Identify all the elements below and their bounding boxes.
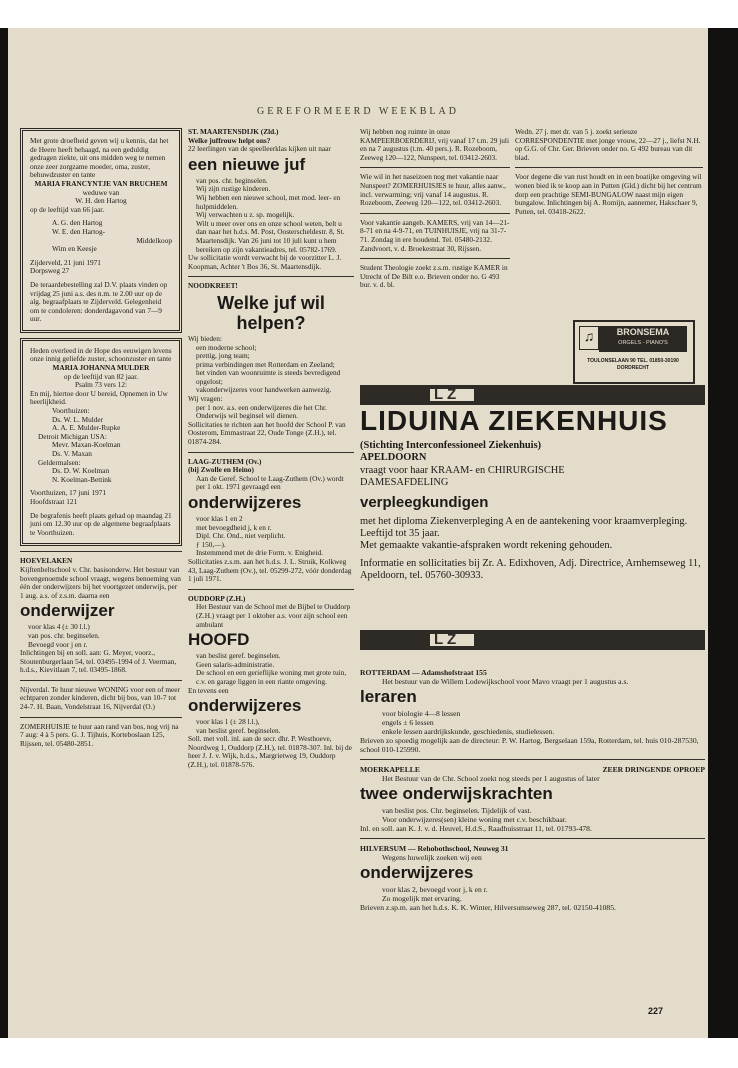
obituary-psalm: Psalm 73 vers 12: — [74, 380, 128, 390]
ad-req: Zo mogelijk met ervaring. — [382, 894, 462, 903]
ad-text: Het Bestuur van de School met de Bijbel te Ouddorp (Z.H.) vraagt per 1 oktober a.s. voor zijn school een ambulant — [196, 602, 351, 629]
ad-place: OUDDORP (Z.H.) — [188, 593, 246, 603]
obituary-date: Zijderveld, 21 juni 1971 — [30, 257, 101, 267]
ad-text: 22 leerlingen van de speelleerklas kijken uit naar — [188, 144, 331, 154]
ad-offer-heading: Wij bieden: — [188, 333, 222, 343]
ad-semi-bungalow: Voor degene die van rust houdt en in een boatijke omgeving wil wonen bied ik te koop aan in Putten (Gld.) dicht bij het centrum dorp een prachtige SEMI-BUNGALOW naast mijn eigen bungalow. Inlichtingen bij A. Romijn, aannemer, Hakschaer 9, Putten, tel. 03418-2622. — [515, 172, 702, 216]
ad-contact: Sollicitaties z.s.m. aan het h.d.s. J. L. Struik, Kolkweg 43, Laag-Zuthem (Ov.), tel. 05299-272, vóór donderdag 1 juli 1971. — [188, 556, 352, 584]
ad-req: ƒ 150,—). — [196, 539, 226, 549]
lz-logo-band-bottom — [360, 630, 705, 650]
obituary-family-line: Middelkoop — [136, 235, 172, 245]
ad-req: Wij zijn rustige kinderen. — [196, 184, 271, 194]
ad-ask: per 1 nov. a.s. een onderwijzeres die het Chr. Onderwijs wil beginsel wil dienen. — [196, 402, 327, 421]
newspaper-page — [8, 28, 708, 1038]
obituary-age: op de leeftijd van 66 jaar. — [30, 204, 105, 214]
obituary-van-bruchem — [20, 128, 182, 333]
ad-hilversum — [360, 844, 705, 912]
ad-offer: het vinden van woonruimte is steeds bevredigend opgelost; — [196, 368, 341, 386]
obituary-family-line: Voorthuizen: — [52, 406, 90, 416]
ad-title: leraren — [360, 687, 417, 706]
bronsema-address: TOULONSELAAN 90 TEL. 01850-30190 — [587, 358, 679, 364]
ad-moerkapelle — [360, 765, 705, 833]
ad-req: voor biologie 4—8 lessen — [382, 709, 461, 718]
ad-contact: Inlichtingen bij en soll. aan: G. Meyer, voorz., Stoutenburgerlaan 54, tel. 03495-1994 of J. Veerman, h.d.s., Kievitlaan 7, tel. 03495-1868. — [20, 648, 177, 675]
ad-text: Wegens huwelijk zoeken wij een — [382, 853, 482, 862]
ad-ouddorp — [188, 595, 354, 770]
liduina-line: vraagt voor haar KRAAM- en CHIRURGISCHE — [360, 464, 565, 476]
obituary-details: De teraardebestelling zal D.V. plaats vinden op vrijdag 25 juni a.s. des n.m. te 2.00 uur op de alg. begraafplaats te Zijderveld. Gelegenheid om te condoleren: donderdagavond van 7—9 uur. — [30, 279, 168, 324]
ad-req: engels ± 6 lessen — [382, 718, 434, 727]
obituary-family-line: N. Koelman-Bettink — [52, 474, 112, 484]
ad-zomerhuisje: ZOMERHUISJE te huur aan rand van bos, nog vrij na 7 aug: 4 à 5 pers. G. J. Tijhuis, Korteboslaan 125, Rijssen, tel. 05480-2851. — [20, 721, 179, 748]
obituary-details: De begrafenis heeft plaats gehad op maandag 21 juni om 12.30 uur op de algemene begraafplaats te Voorthuizen. — [30, 510, 172, 537]
ad-req: Instemmend met de drie Form. v. Enigheid. — [196, 548, 323, 558]
ad-title: twee onderwijskrachten — [360, 784, 553, 803]
column-3 — [360, 128, 510, 290]
ad-contact: Sollicitaties te richten aan het hoofd der School P. van Oosterom, Emmastraat 22, Oude Tonge (Z.H.), tel. 01874-284. — [188, 419, 346, 447]
ad-offer: prima verbindingen met Rotterdam en Zeeland; — [196, 359, 335, 369]
ad-req: Voor onderwijzeres(sen) kleine woning met c.v. beschikbaar. — [382, 815, 567, 824]
ad-contact: Inl. en soll. aan K. J. v. d. Heuvel, H.d.S., Raadhuisstraat 11, tel. 01793-478. — [360, 824, 592, 833]
column-2 — [188, 128, 354, 770]
ad-place: HOEVELAKEN — [20, 556, 73, 566]
ad-req: Geen salaris-administratie. — [196, 659, 275, 669]
ad-sub: Welke juffrouw helpt ons? — [188, 135, 271, 145]
obituary-date: Voorthuizen, 17 juni 1971 — [30, 488, 107, 498]
scan-top-margin — [0, 0, 738, 28]
lz-logo-icon: L Z — [434, 631, 457, 648]
ad-title: HOOFD — [188, 630, 250, 650]
obituary-family-line: A. A. E. Mulder-Rupke — [52, 423, 121, 433]
ad-req: van beslist geref. beginselen. — [196, 651, 281, 661]
ad-title: onderwijzeres — [188, 696, 302, 716]
ad-ask-heading: Wij vragen: — [188, 394, 223, 404]
ad-req: voor klas 1 (± 28 l.l.), — [196, 717, 260, 727]
ad-title: een nieuwe juf — [188, 154, 306, 174]
ad-title: onderwijzeres — [188, 493, 302, 512]
obituary-mulder — [20, 338, 182, 546]
lz-logo-band-top — [360, 385, 705, 405]
obituary-name: MARIA JOHANNA MULDER — [52, 363, 150, 373]
ad-hoevelaken — [20, 557, 182, 675]
liduina-sub: (Stichting Interconfessioneel Ziekenhuis) — [360, 440, 542, 451]
obituary-address: Dorpsweg 27 — [30, 266, 70, 276]
bronsema-banner — [599, 326, 687, 352]
ad-place: MOERKAPELLE — [360, 765, 420, 774]
ad-contact: Soll. met voll. inl. aan de secr. dhr. P. Westhoeve, Noordweg 1, Ouddorp (Z.H.), tel. 01878-307. Inl. bij de heer J. J. v. Wijk, h.d.s., Margrietweg 19, Ouddorp (Z.H.), tel. 01878-576. — [188, 734, 352, 770]
right-ads-lower — [360, 668, 705, 912]
ad-place: ROTTERDAM — Adamshofstraat 155 — [360, 668, 487, 677]
ad-offer: prettig, jong team; — [196, 351, 250, 361]
ad-contact: Uw sollicitatie wordt verwacht bij de voorzitter L. J. Koopman, Achter 't Bos 36, St. Maartensdijk. — [188, 253, 342, 271]
liduina-line: DAMESAFDELING — [360, 477, 449, 489]
obituary-age: op de leeftijd van 82 jaar. — [63, 371, 139, 381]
ad-req: Wij hebben een nieuwe school, met mod. leer- en hulpmiddelen. — [196, 192, 341, 211]
bronsema-sub: ORGELS - PIANO'S — [618, 340, 668, 346]
obituary-widow: weduwe van — [82, 187, 120, 197]
obituary-verse: En mij, hiertoe door U bereid, Opnemen in Uw heerlijkheid. — [30, 388, 168, 407]
liduina-role: verpleegkundigen — [360, 493, 489, 511]
ad-contact: Brieven z.sp.m. aan het h.d.s. K. K. Winter, Hilversumseweg 287, tel. 02150-41085. — [360, 903, 616, 912]
ad-st-maartensdijk — [188, 128, 354, 271]
ad-req: voor klas 1 en 2 — [196, 514, 243, 523]
ad-bronsema — [573, 320, 695, 384]
ad-req: voor klas 2, bevoegd voor j, k en r. — [382, 885, 488, 894]
ad-sub: (bij Zwolle en Heino) — [188, 465, 254, 475]
ad-correspondentie: Wedn. 27 j. met dr. van 5 j. zoekt serieuze CORRESPONDENTIE met jonge vrouw, 22—27 j., liefst N.H. op G.G. of Chr. Ger. Brieven onder no. G 492 bureau van dit blad. — [515, 128, 701, 162]
ad-text: Het Bestuur van de Chr. School zoekt nog steeds per 1 augustus of later — [382, 774, 600, 783]
bronsema-address-block — [577, 358, 689, 372]
bronsema-name: BRONSEMA — [616, 327, 670, 337]
ad-offer: vakonderwijzeres voor handwerken aanwezig. — [196, 385, 332, 395]
organ-icon: ♫ — [579, 326, 599, 350]
ad-title: onderwijzer — [20, 601, 115, 621]
ad-title: Welke juf wil helpen? — [217, 292, 325, 333]
obituary-family-line: Wim en Keesje — [52, 244, 97, 254]
ad-req: van pos. chr. beginselen. — [196, 175, 268, 185]
page-header: GEREFORMEERD WEEKBLAD — [257, 106, 459, 117]
obituary-family-line: Ds. W. L. Mulder — [52, 414, 104, 424]
liduina-req: met het diploma Ziekenverpleging A en de aantekening voor kraamverpleging. — [360, 515, 688, 527]
ad-text: Het bestuur van de Willem Lodewijkschool voor Mavo vraagt per 1 augustus a.s. — [382, 677, 629, 686]
liduina-city: APELDOORN — [360, 452, 427, 464]
ad-liduina — [360, 406, 705, 583]
ad-place: HILVERSUM — Rehobothschool, Neuweg 31 — [360, 844, 509, 853]
ad-rotterdam — [360, 668, 705, 754]
ad-req: Dipl. Chr. Ond., niet verplicht. — [196, 531, 286, 541]
obituary-family-line: Ds. D. W. Koelman — [52, 466, 110, 476]
ad-req: Wilt u meer over ons en onze school weten, belt u dan naar het h.d.s. M. Post, Oosterscheldestr. 8, St. Maartensdijk. Van 26 juni tot 10 juli kunt u hem bereiken op zijn vakantieadres, tel. 05782-1769. — [196, 218, 345, 254]
liduina-contact: Informatie en sollicitaties bij Zr. A. Edixhoven, Adj. Directrice, Arnhemseweg 11, Apeldoorn, tel. 05760-30933. — [360, 557, 701, 582]
ad-urgent: ZEER DRINGENDE OPROEP — [602, 765, 705, 774]
obituary-family-line: A. G. den Hartog — [52, 218, 103, 228]
ad-req: van beslist pos. Chr. beginselen. Tijdelijk of vast. — [382, 806, 532, 815]
ad-also: En tevens een — [188, 685, 229, 695]
ad-text: Kijftenbeltschool v. Chr. basisonderw. Het bestuur van bovengenoemde school vraagt, wegens benoeming van één der onderwijzers bij het voortgezet onderwijs, per 1 aug. a.s. of z.s.m. daarna een — [20, 564, 181, 600]
obituary-intro: Heden overleed in de Hope des eeuwigen levens onze innig geliefde zuster, schoonzuster en tante — [30, 345, 172, 364]
obituary-family-line: Ds. V. Maxan — [52, 449, 92, 458]
lz-logo-icon: L Z — [434, 386, 457, 403]
ad-place: ST. MAARTENSDIJK (Zld.) — [188, 128, 279, 136]
obituary-name: MARIA FRANCYNTJE VAN BRUCHEM — [34, 178, 168, 188]
obituary-intro: Met grote droefheid geven wij u kennis, dat het de Heere heeft behaagd, na een geduldig gedragen ziekte, uit ons midden weg te nemen onze zeer zorgzame moeder, oma, zuster, behuwdzuster en tante — [30, 136, 169, 180]
ad-noodkreet — [188, 282, 354, 446]
ad-title: onderwijzeres — [360, 863, 474, 882]
ad-place: NOODKREET! — [188, 281, 238, 291]
ad-place: LAAG-ZUTHEM (Ov.) — [188, 456, 262, 466]
ad-req: Bevoegd voor j en r. — [28, 639, 88, 649]
obituary-family-line: W. E. den Hartog- — [52, 226, 106, 236]
page-number: 227 — [648, 1006, 664, 1016]
ad-req: voor klas 4 (± 30 l.l.) — [28, 622, 90, 632]
ad-student-kamer: Student Theologie zoekt z.s.m. rustige KAMER in Utrecht of De Bilt e.o. Brieven onder no. G 493 bur. v. d. bl. — [360, 263, 508, 290]
ad-kampeerboerderij: Wij hebben nog ruimte in onze KAMPEERBOERDERIJ, vrij vanaf 17 t.m. 29 juli en na 7 augustus (t.m. 40 pers.). R. Rozeboom, Zeeweg 120—122, Nunspeet, tel. 03412-2603. — [360, 128, 509, 162]
obituary-husband: W. H. den Hartog — [75, 196, 127, 206]
obituary-family-line: Mevr. Maxan-Koelman — [52, 440, 121, 450]
ad-req: enkele lessen aardrijkskunde, geschiedenis, studielessen. — [382, 727, 555, 736]
obituary-address: Hoofdstraat 121 — [30, 496, 78, 506]
ad-zomerhuisjes: Wie wil in het naseizoen nog met vakantie naar Nunspeet? ZOMERHUISJES te huur, alles aanw., incl. verwarming; vrij vanaf 14 augustus. R. Rozeboom, Zeeweg 120—122, tel. 03412-2603. — [360, 172, 506, 208]
scan-bottom-margin — [0, 1038, 738, 1068]
scan-left-edge — [0, 28, 8, 1038]
ad-nijverdal: Nijverdal. Te huur nieuwe WONING voor een of meer echtparen zonder kinderen, dicht bij bos, van 10-7 tot 24-7. H. Baan, Vondelstraat 16, Nijverdal (O.) — [20, 684, 180, 712]
ad-req: met bevoegdheid j, k en r. — [196, 522, 272, 532]
liduina-title: LIDUINA ZIEKENHUIS — [360, 405, 668, 436]
column-4 — [515, 128, 703, 216]
ad-kamers: Voor vakantie aangeb. KAMERS, vrij van 14—21-8-71 en na 4-9-71, en TUINHUISJE, vrij na 31-7-71. Zondag in ere houdend. Tel. 05480-2132. Zandvoort, v. d. Broekestraat 30, Rijssen. — [360, 217, 510, 253]
liduina-req: Leeftijd tot 35 jaar. — [360, 528, 440, 540]
obituary-family-line: Geldermalsen: — [38, 457, 81, 467]
ad-offer: een moderne school; — [196, 342, 257, 352]
liduina-req: Met gemaakte vakantie-afspraken wordt rekening gehouden. — [360, 540, 613, 552]
scan-right-edge — [708, 28, 738, 1038]
ad-req: De school en een gerieflijke woning met grote tuin, c.v. en garage liggen in een riante omgeving. — [196, 668, 347, 686]
ad-req: Wij verwachten u z. sp. mogelijk. — [196, 210, 295, 220]
ad-laag-zuthem — [188, 458, 354, 584]
obituary-family-line: Detroit Michigan USA: — [38, 431, 107, 441]
ad-text: Aan de Geref. School te Laag-Zuthem (Ov.) wordt per 1 okt. 1971 gevraagd een — [196, 473, 344, 492]
ad-req: van pos. chr. beginselen. — [28, 630, 100, 640]
bronsema-city: DORDRECHT — [617, 365, 649, 371]
ad-contact: Brieven zo spoedig mogelijk aan de directeur: P. W. Hartog, Bergselaan 159a, Rotterdam, tel. huis 010-287530, school 010-125990. — [360, 736, 699, 754]
ad-req: van beslist geref. beginselen. — [196, 725, 281, 735]
column-1 — [20, 128, 182, 748]
